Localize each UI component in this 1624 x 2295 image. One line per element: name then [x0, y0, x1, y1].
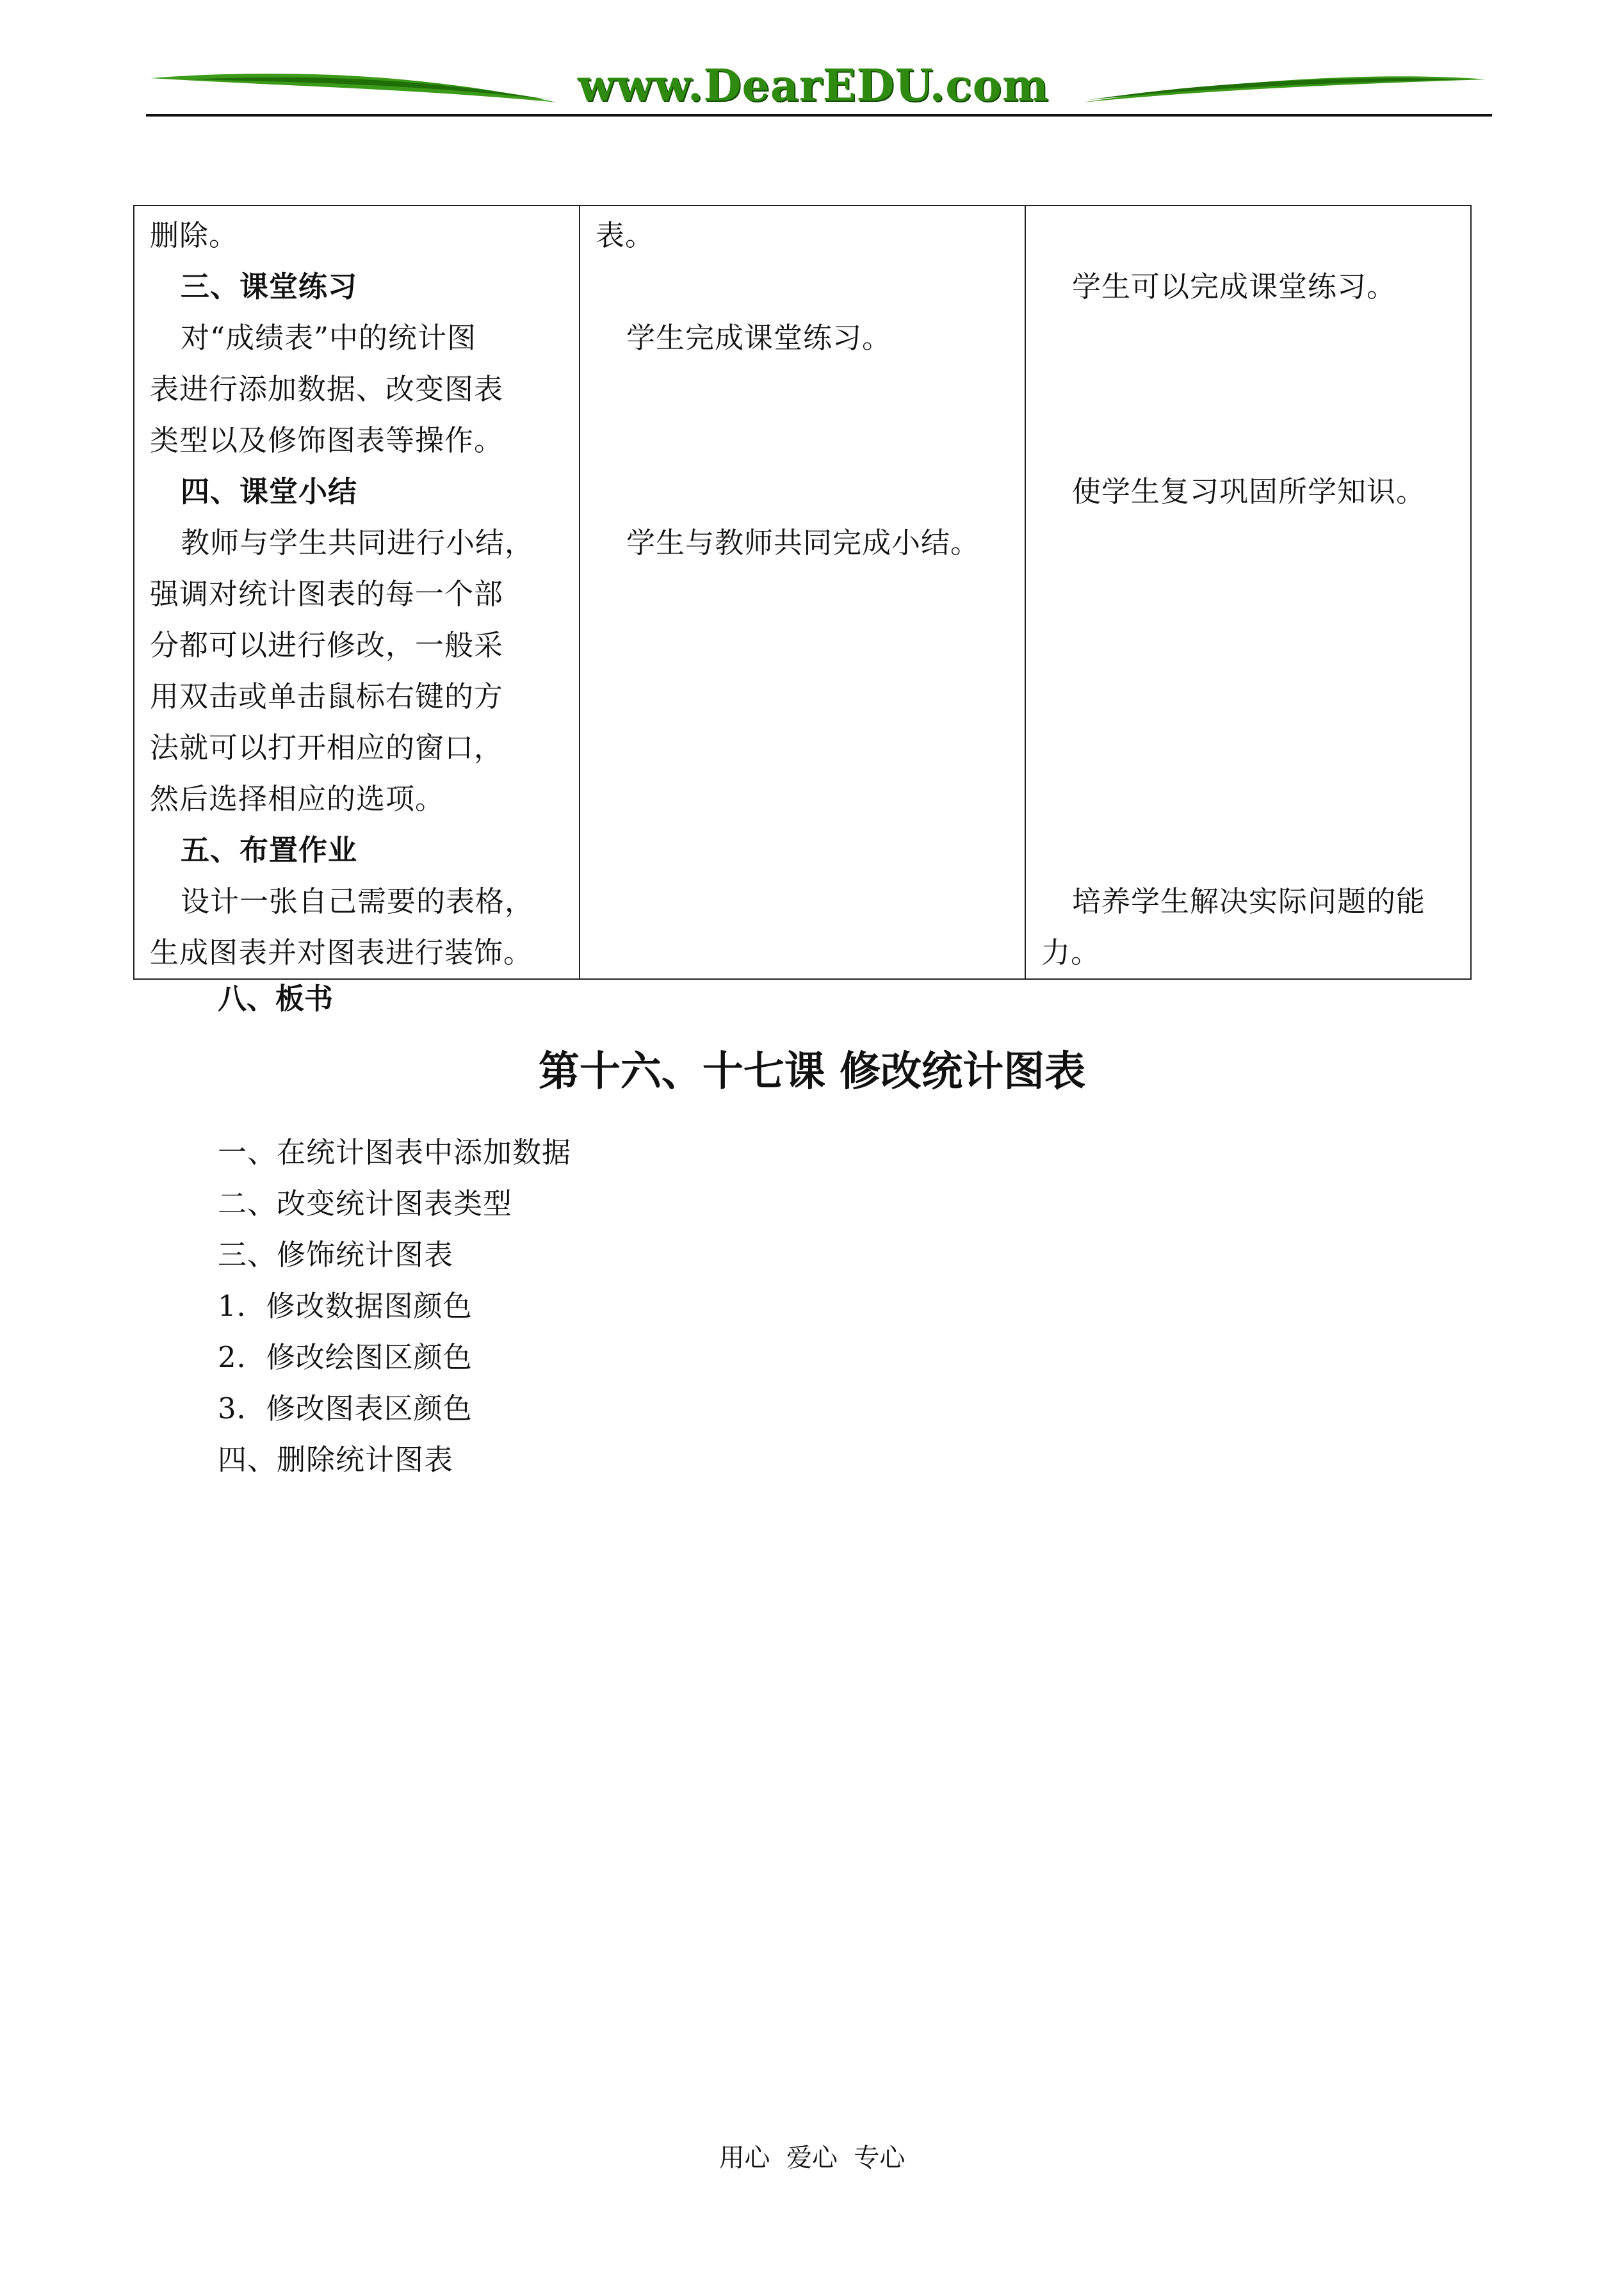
text-line	[596, 415, 1012, 466]
site-logo: www.DearEDU.com	[578, 60, 1049, 111]
table-row	[134, 206, 1471, 979]
list-item: 一、在统计图表中添加数据	[218, 1135, 572, 1169]
board-title: 第十六、十七课 修改统计图表	[538, 1048, 1086, 1096]
text-line: 使学生复习巩固所学知识。	[1072, 474, 1426, 508]
text-line: 法就可以打开相应的窗口，	[150, 731, 504, 765]
text-line: 教师与学生共同进行小结，	[181, 526, 535, 560]
list-item: 二、改变统计图表类型	[218, 1187, 513, 1220]
list-item: 3．修改图表区颜色	[218, 1391, 473, 1425]
text-line	[1041, 517, 1458, 569]
text-line	[1041, 415, 1458, 466]
list-item: 四、删除统计图表	[218, 1443, 454, 1477]
list-item: 1．修改数据图颜色	[218, 1289, 473, 1323]
text-line	[1041, 312, 1458, 364]
text-line	[1041, 364, 1458, 415]
text-line	[1041, 671, 1458, 722]
text-line	[596, 364, 1012, 415]
text-line: 表进行添加数据、改变图表	[150, 372, 504, 406]
text-line: 学生与教师共同完成小结。	[626, 526, 980, 560]
page-header	[0, 0, 1624, 128]
text-line	[1041, 620, 1458, 671]
list-item: 三、修饰统计图表	[218, 1238, 454, 1272]
text-line: 用双击或单击鼠标右键的方	[150, 679, 504, 713]
text-line	[1041, 774, 1458, 825]
text-line: 设计一张自己需要的表格，	[181, 884, 535, 918]
section-label: 五、布置作业	[181, 833, 358, 867]
text-line	[1041, 569, 1458, 620]
text-line: 学生完成课堂练习。	[626, 321, 892, 355]
text-line: 分都可以进行修改，一般采	[150, 628, 504, 662]
section-label: 四、课堂小结	[181, 474, 358, 508]
text-line: 强调对统计图表的每一个部	[150, 577, 504, 611]
student-activity-cell	[580, 206, 1025, 979]
text-line	[1041, 722, 1458, 774]
text-line: 然后选择相应的选项。	[150, 782, 445, 816]
text-line: 生成图表并对图表进行装饰。	[150, 936, 533, 969]
text-line	[1041, 825, 1458, 876]
text-line: 表。	[596, 218, 655, 252]
text-line	[596, 466, 1012, 517]
page-footer: 用心 爱心 专心	[719, 2143, 905, 2173]
design-intent-cell	[1025, 206, 1471, 979]
list-item: 2．修改绘图区颜色	[218, 1340, 473, 1374]
teacher-activity-cell	[134, 206, 580, 979]
section-heading: 八、板书	[218, 982, 334, 1016]
lesson-table	[133, 205, 1472, 980]
text-line: 对“成绩表”中的统计图	[181, 321, 477, 355]
text-line	[1041, 210, 1458, 261]
text-line: 删除。	[150, 218, 239, 252]
board-outline	[218, 1127, 571, 1486]
text-line: 培养学生解决实际问题的能	[1072, 884, 1426, 918]
text-line: 学生可以完成课堂练习。	[1072, 270, 1397, 304]
text-line: 力。	[1041, 936, 1101, 969]
section-label: 三、课堂练习	[181, 270, 358, 304]
text-line	[596, 261, 1012, 312]
text-line: 类型以及修饰图表等操作。	[150, 423, 504, 457]
